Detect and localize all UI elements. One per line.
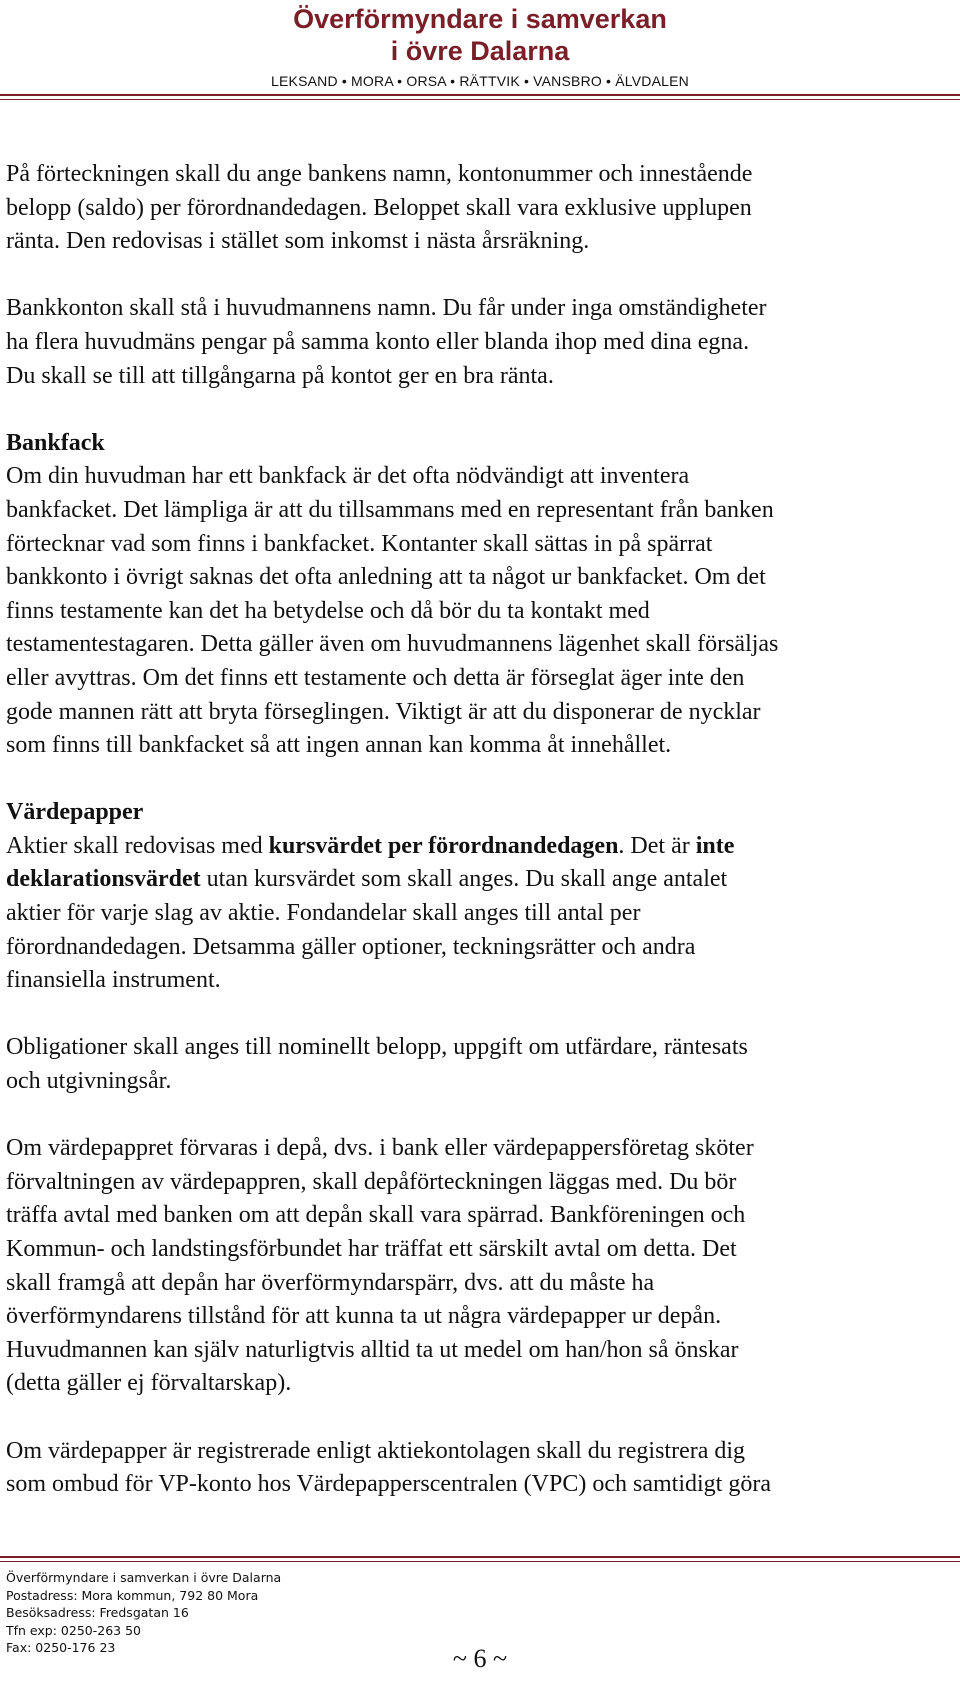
paragraph-vpc xyxy=(6,1435,950,1502)
text-line: finns testamente kan det ha betydelse och då bör du ta kontakt med xyxy=(6,597,650,624)
footer-postal-address: Postadress: Mora kommun, 792 80 Mora xyxy=(6,1587,259,1603)
text-line xyxy=(6,863,950,897)
text-run: utan kursvärdet som skall anges. Du skall ange antalet xyxy=(200,866,728,893)
text-line: aktier för varje slag av aktie. Fondandelar skall anges till antal per xyxy=(6,900,641,927)
text-line: Bankkonton skall stå i huvudmannens namn. Du får under inga omständigheter xyxy=(6,295,767,322)
paragraph-depa xyxy=(6,1132,950,1401)
text-line: överförmyndarens tillstånd för att kunna ta ut några värdepapper ur depån. xyxy=(6,1303,722,1330)
paragraph-vardepapper xyxy=(6,830,950,998)
text-line: Om värdepappret förvaras i depå, dvs. i bank eller värdepappersföretag sköter xyxy=(6,1135,754,1162)
footer-phone: Tfn exp: 0250-263 50 xyxy=(6,1622,141,1638)
text-line: förvaltningen av värdepappren, skall depåförteckningen läggas med. Du bör xyxy=(6,1168,737,1195)
text-line: förtecknar vad som finns i bankfacket. Kontanter skall sättas in på spärrat xyxy=(6,530,713,557)
text-line: gode mannen rätt att bryta förseglingen. Viktigt är att du disponerar de nycklar xyxy=(6,698,761,725)
text-line: (detta gäller ej förvaltarskap). xyxy=(6,1370,292,1397)
text-line: ränta. Den redovisas i stället som inkomst i nästa årsräkning. xyxy=(6,228,590,255)
footer-rule-thin xyxy=(0,1561,960,1562)
text-run: Aktier skall redovisas med xyxy=(6,832,269,859)
text-line: som finns till bankfacket så att ingen annan kan komma åt innehållet. xyxy=(6,732,672,759)
page-header xyxy=(0,0,960,100)
text-line: Om värdepapper är registrerade enligt aktiekontolagen skall du registrera dig xyxy=(6,1437,746,1464)
text-line: eller avyttras. Om det finns ett testamente och detta är förseglat äger inte den xyxy=(6,664,745,691)
section-heading-bankfack: Bankfack xyxy=(6,429,105,456)
text-line: Obligationer skall anges till nominellt belopp, uppgift om utfärdare, räntesats xyxy=(6,1034,748,1061)
emphasis-inte: inte xyxy=(695,832,735,859)
section-heading-vardepapper: Värdepapper xyxy=(6,799,144,826)
text-line: som ombud för VP-konto hos Värdepapperscentralen (VPC) och samtidigt göra xyxy=(6,1471,771,1498)
text-line: förordnandedagen. Detsamma gäller optioner, teckningsrätter och andra xyxy=(6,933,696,960)
document-body xyxy=(6,158,950,1502)
organization-region: i övre Dalarna xyxy=(390,36,570,66)
paragraph-obligationer xyxy=(6,1031,950,1098)
text-line xyxy=(6,830,950,864)
paragraph-bank-accounts-list xyxy=(6,158,950,259)
paragraph-bank-accounts-ownership xyxy=(6,292,950,393)
emphasis-deklarationsvardet: deklarationsvärdet xyxy=(6,866,201,893)
organization-name: Överförmyndare i samverkan xyxy=(293,4,667,34)
text-line: Du skall se till att tillgångarna på kontot ger en bra ränta. xyxy=(6,362,554,389)
text-line: och utgivningsår. xyxy=(6,1068,172,1095)
text-line: ha flera huvudmäns pengar på samma konto eller blanda ihop med dina egna. xyxy=(6,328,750,355)
footer-rule-thick xyxy=(0,1556,960,1558)
text-line: bankkonto i övrigt saknas det ofta anledning att ta något ur bankfacket. Om det xyxy=(6,564,766,591)
text-line: skall framgå att depån har överförmyndarspärr, dvs. att du måste ha xyxy=(6,1269,655,1296)
text-line: testamentestagaren. Detta gäller även om huvudmannens lägenhet skall försäljas xyxy=(6,631,779,658)
header-rule-thin xyxy=(0,99,960,100)
text-line: finansiella instrument. xyxy=(6,967,221,994)
paragraph-bankfack xyxy=(6,460,950,762)
text-run: . Det är xyxy=(618,832,696,859)
text-line: Kommun- och landstingsförbundet har träffat ett särskilt avtal om detta. Det xyxy=(6,1236,737,1262)
emphasis-kursvardet: kursvärdet per förordnandedagen xyxy=(268,832,619,859)
text-line: Huvudmannen kan själv naturligtvis alltid ta ut medel om han/hon så önskar xyxy=(6,1336,739,1363)
text-line: träffa avtal med banken om att depån skall vara spärrad. Bankföreningen och xyxy=(6,1202,746,1229)
footer-fax: Fax: 0250-176 23 xyxy=(6,1640,116,1656)
text-line: bankfacket. Det lämpliga är att du tillsammans med en representant från banken xyxy=(6,496,774,523)
member-municipalities: LEKSAND • MORA • ORSA • RÄTTVIK • VANSBRO • ÄLVDALEN xyxy=(271,73,689,89)
text-line: På förteckningen skall du ange bankens namn, kontonummer och innestående xyxy=(6,161,753,187)
footer-visiting-address: Besöksadress: Fredsgatan 16 xyxy=(6,1605,189,1621)
page-number: ~ 6 ~ xyxy=(452,1644,508,1673)
footer-organization: Överförmyndare i samverkan i övre Dalarna xyxy=(6,1570,282,1585)
text-line: Om din huvudman har ett bankfack är det ofta nödvändigt att inventera xyxy=(6,463,690,490)
header-rule-thick xyxy=(0,94,960,96)
text-line: belopp (saldo) per förordnandedagen. Beloppet skall vara exklusive upplupen xyxy=(6,194,752,221)
